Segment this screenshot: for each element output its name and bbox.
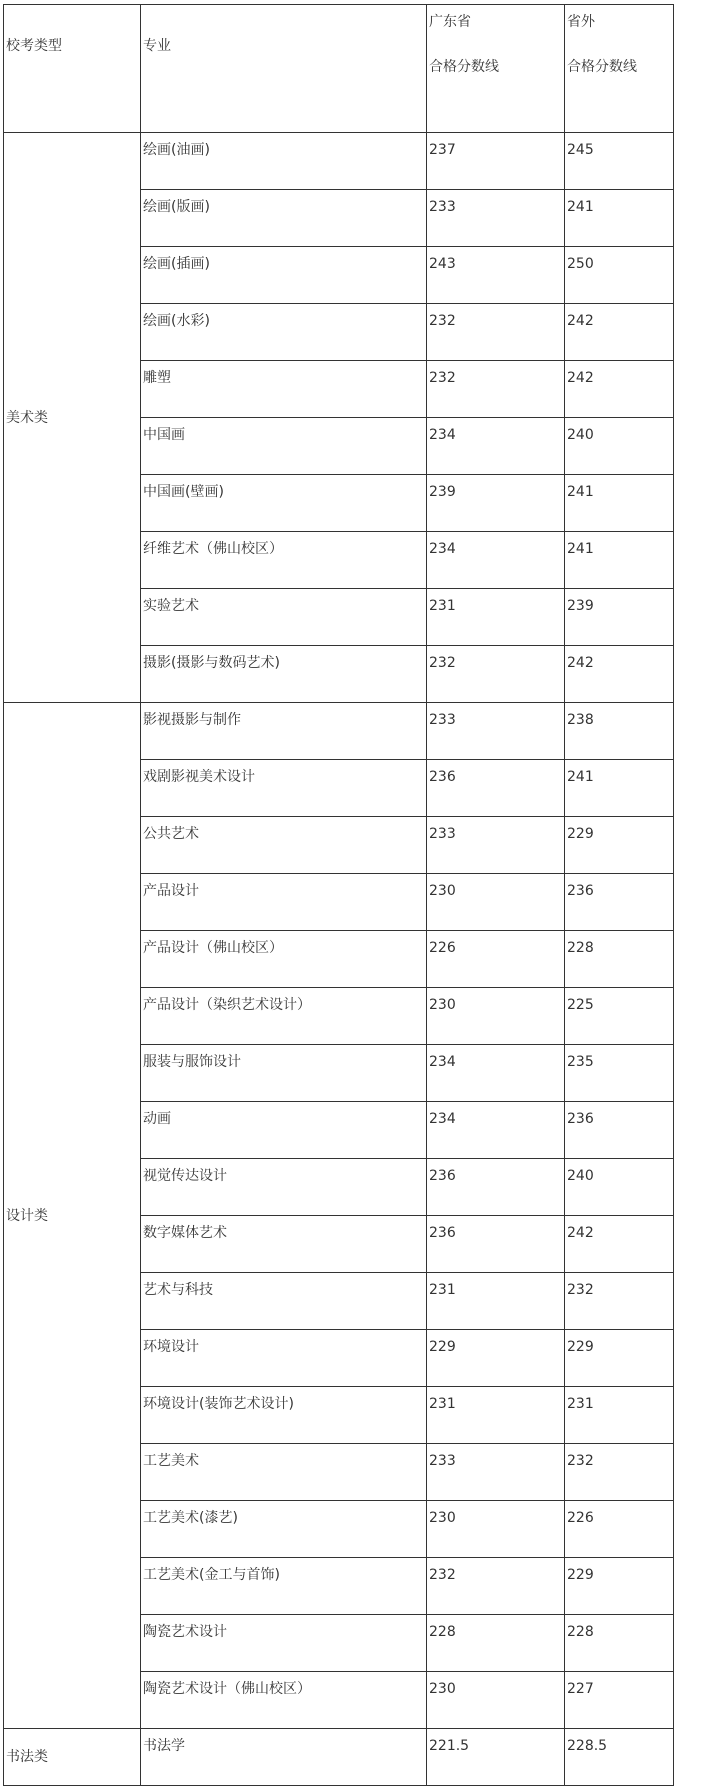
outside-score-cell: 236: [565, 874, 674, 931]
outside-score-cell: 241: [565, 190, 674, 247]
outside-score-cell: 229: [565, 1330, 674, 1387]
major-cell: 书法学: [141, 1729, 427, 1786]
major-cell: 服装与服饰设计: [141, 1045, 427, 1102]
outside-score-cell: 242: [565, 361, 674, 418]
major-cell: 绘画(水彩): [141, 304, 427, 361]
major-cell: 戏剧影视美术设计: [141, 760, 427, 817]
outside-score-cell: 228.5: [565, 1729, 674, 1786]
guangdong-score-cell: 232: [427, 1558, 565, 1615]
table-body: [4, 133, 674, 1786]
category-cell: 美术类: [4, 133, 141, 703]
outside-score-cell: 242: [565, 1216, 674, 1273]
header-type: 校考类型: [4, 5, 141, 133]
outside-score-cell: 239: [565, 589, 674, 646]
outside-score-cell: 228: [565, 1615, 674, 1672]
outside-score-cell: 240: [565, 1159, 674, 1216]
major-cell: 中国画(壁画): [141, 475, 427, 532]
header-outside-line2: 合格分数线: [567, 59, 637, 75]
outside-score-cell: 236: [565, 1102, 674, 1159]
major-cell: 中国画: [141, 418, 427, 475]
header-guangdong-line1: 广东省: [429, 14, 471, 30]
guangdong-score-cell: 229: [427, 1330, 565, 1387]
outside-score-cell: 238: [565, 703, 674, 760]
major-cell: 产品设计（佛山校区）: [141, 931, 427, 988]
table-row: [4, 1729, 674, 1786]
outside-score-cell: 227: [565, 1672, 674, 1729]
major-cell: 工艺美术(金工与首饰): [141, 1558, 427, 1615]
guangdong-score-cell: 230: [427, 1672, 565, 1729]
major-cell: 实验艺术: [141, 589, 427, 646]
outside-score-cell: 241: [565, 532, 674, 589]
guangdong-score-cell: 233: [427, 1444, 565, 1501]
outside-score-cell: 240: [565, 418, 674, 475]
outside-score-cell: 241: [565, 760, 674, 817]
outside-score-cell: 229: [565, 1558, 674, 1615]
guangdong-score-cell: 236: [427, 1216, 565, 1273]
header-major: 专业: [141, 5, 427, 133]
outside-score-cell: 226: [565, 1501, 674, 1558]
guangdong-score-cell: 239: [427, 475, 565, 532]
major-cell: 陶瓷艺术设计（佛山校区）: [141, 1672, 427, 1729]
table-row: [4, 133, 674, 190]
header-row: [4, 5, 674, 133]
outside-score-cell: 228: [565, 931, 674, 988]
outside-score-cell: 250: [565, 247, 674, 304]
guangdong-score-cell: 243: [427, 247, 565, 304]
major-cell: 产品设计（染织艺术设计）: [141, 988, 427, 1045]
major-cell: 绘画(版画): [141, 190, 427, 247]
guangdong-score-cell: 232: [427, 361, 565, 418]
guangdong-score-cell: 232: [427, 646, 565, 703]
guangdong-score-cell: 236: [427, 760, 565, 817]
guangdong-score-cell: 231: [427, 1387, 565, 1444]
guangdong-score-cell: 236: [427, 1159, 565, 1216]
guangdong-score-cell: 233: [427, 817, 565, 874]
guangdong-score-cell: 234: [427, 1045, 565, 1102]
outside-score-cell: 245: [565, 133, 674, 190]
guangdong-score-cell: 234: [427, 1102, 565, 1159]
major-cell: 绘画(插画): [141, 247, 427, 304]
outside-score-cell: 242: [565, 646, 674, 703]
outside-score-cell: 232: [565, 1444, 674, 1501]
header-guangdong-line2: 合格分数线: [429, 59, 499, 75]
guangdong-score-cell: 226: [427, 931, 565, 988]
guangdong-score-cell: 234: [427, 418, 565, 475]
major-cell: 产品设计: [141, 874, 427, 931]
guangdong-score-cell: 231: [427, 1273, 565, 1330]
guangdong-score-cell: 237: [427, 133, 565, 190]
guangdong-score-cell: 231: [427, 589, 565, 646]
header-guangdong: [427, 5, 565, 133]
header-outside-line1: 省外: [567, 14, 595, 30]
guangdong-score-cell: 230: [427, 988, 565, 1045]
guangdong-score-cell: 221.5: [427, 1729, 565, 1786]
guangdong-score-cell: 230: [427, 874, 565, 931]
major-cell: 陶瓷艺术设计: [141, 1615, 427, 1672]
table-row: [4, 703, 674, 760]
outside-score-cell: 235: [565, 1045, 674, 1102]
outside-score-cell: 229: [565, 817, 674, 874]
category-cell: 设计类: [4, 703, 141, 1729]
major-cell: 艺术与科技: [141, 1273, 427, 1330]
major-cell: 视觉传达设计: [141, 1159, 427, 1216]
header-outside: [565, 5, 674, 133]
guangdong-score-cell: 233: [427, 190, 565, 247]
guangdong-score-cell: 234: [427, 532, 565, 589]
outside-score-cell: 241: [565, 475, 674, 532]
major-cell: 纤维艺术（佛山校区）: [141, 532, 427, 589]
outside-score-cell: 232: [565, 1273, 674, 1330]
major-cell: 环境设计: [141, 1330, 427, 1387]
major-cell: 工艺美术(漆艺): [141, 1501, 427, 1558]
outside-score-cell: 225: [565, 988, 674, 1045]
major-cell: 影视摄影与制作: [141, 703, 427, 760]
outside-score-cell: 242: [565, 304, 674, 361]
major-cell: 雕塑: [141, 361, 427, 418]
guangdong-score-cell: 228: [427, 1615, 565, 1672]
guangdong-score-cell: 232: [427, 304, 565, 361]
guangdong-score-cell: 233: [427, 703, 565, 760]
major-cell: 数字媒体艺术: [141, 1216, 427, 1273]
major-cell: 环境设计(装饰艺术设计): [141, 1387, 427, 1444]
guangdong-score-cell: 230: [427, 1501, 565, 1558]
major-cell: 工艺美术: [141, 1444, 427, 1501]
major-cell: 摄影(摄影与数码艺术): [141, 646, 427, 703]
outside-score-cell: 231: [565, 1387, 674, 1444]
major-cell: 绘画(油画): [141, 133, 427, 190]
major-cell: 动画: [141, 1102, 427, 1159]
score-table: [3, 4, 674, 1786]
major-cell: 公共艺术: [141, 817, 427, 874]
category-cell: 书法类: [4, 1729, 141, 1786]
